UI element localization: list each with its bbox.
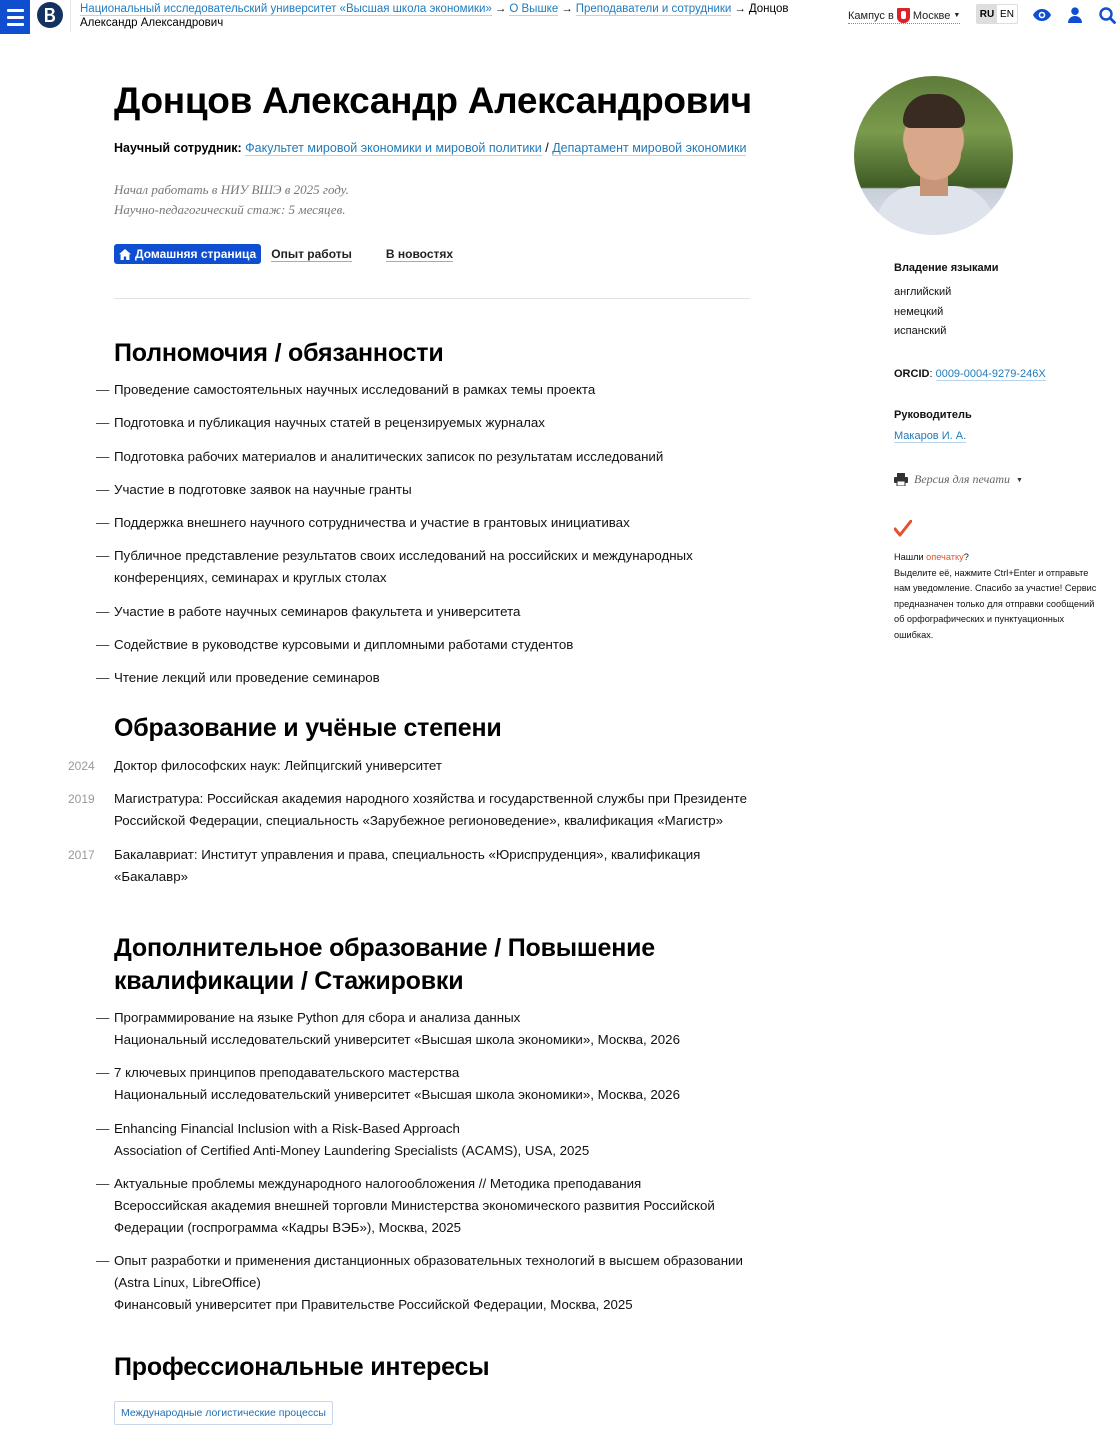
lang-ru-button[interactable]: RU bbox=[977, 5, 997, 23]
course-org: Association of Certified Anti-Money Laundering Specialists (ACAMS), USA, 2025 bbox=[114, 1142, 590, 1158]
education-list bbox=[66, 755, 756, 899]
experience-text: Научно-педагогический стаж: 5 месяцев. bbox=[114, 202, 346, 217]
orcid-link[interactable]: 0009-0004-9279-246X bbox=[935, 368, 1046, 380]
employment-meta bbox=[114, 180, 349, 220]
duties-list bbox=[96, 379, 756, 701]
tab-label: Домашняя страница bbox=[135, 247, 257, 261]
breadcrumb-arrow: → bbox=[734, 3, 746, 15]
menu-bar-icon bbox=[7, 16, 24, 19]
education-year: 2017 bbox=[68, 847, 95, 862]
checkmark-icon bbox=[894, 520, 912, 538]
typo-question-suffix: ? bbox=[963, 552, 969, 562]
breadcrumb-staff[interactable]: Преподаватели и сотрудники bbox=[575, 3, 732, 15]
caret-down-icon: ▼ bbox=[953, 12, 961, 19]
menu-bar-icon bbox=[7, 9, 24, 12]
position-line bbox=[114, 140, 746, 156]
education-item bbox=[66, 844, 756, 888]
menu-bar-icon bbox=[7, 23, 24, 26]
breadcrumb bbox=[80, 2, 820, 30]
course-item bbox=[96, 1007, 756, 1051]
position-separator: / bbox=[545, 141, 549, 155]
additional-education-heading bbox=[114, 932, 655, 998]
photo-hair bbox=[903, 94, 965, 128]
print-label: Версия для печати bbox=[914, 472, 1010, 486]
typo-question-prefix: Нашли bbox=[894, 552, 927, 562]
course-title: — Опыт разработки и применения дистанционных образовательных технологий в высшем образовании (Astra Linux, LibreOffice) bbox=[114, 1253, 743, 1291]
duty-item: — Поддержка внешнего научного сотрудничества и участие в грантовых инициативах bbox=[96, 512, 756, 534]
tab-in-news[interactable]: В новостях bbox=[385, 246, 454, 261]
campus-prefix: Кампус в bbox=[848, 9, 894, 22]
course-org: Национальный исследовательский университет «Высшая школа экономики», Москва, 2026 bbox=[114, 1032, 680, 1047]
profile-tabs bbox=[114, 244, 477, 264]
search-icon bbox=[1099, 7, 1116, 24]
search-button[interactable] bbox=[1097, 5, 1117, 25]
education-heading: Образование и учёные степени bbox=[114, 714, 502, 742]
page-title: Донцов Александр Александрович bbox=[114, 80, 752, 121]
education-item bbox=[66, 755, 756, 777]
education-text: Доктор философских наук: Лейпцигский университет bbox=[114, 758, 442, 773]
language-item: испанский bbox=[894, 325, 947, 337]
languages-title: Владение языками bbox=[894, 262, 999, 274]
course-org: Национальный исследовательский университет «Высшая школа экономики», Москва, 2026 bbox=[114, 1087, 680, 1103]
orcid-block: ORCID: 0009-0004-9279-246X bbox=[894, 368, 1046, 380]
print-row bbox=[894, 472, 1023, 487]
duties-heading: Полномочия / обязанности bbox=[114, 339, 444, 367]
languages-block bbox=[894, 262, 999, 342]
course-title: — Enhancing Financial Inclusion with a Risk-Based Approach bbox=[114, 1120, 460, 1136]
education-item bbox=[66, 788, 756, 832]
supervisor-title: Руководитель bbox=[894, 409, 972, 421]
course-item bbox=[96, 1062, 756, 1106]
duty-item: — Проведение самостоятельных научных исследований в рамках темы проекта bbox=[96, 379, 756, 401]
interests-heading: Профессиональные интересы bbox=[114, 1353, 490, 1381]
tab-home-page[interactable] bbox=[114, 244, 261, 264]
orcid-label: ORCID bbox=[894, 368, 930, 380]
language-item: английский bbox=[894, 286, 952, 298]
campus-city: Москве bbox=[912, 9, 951, 22]
heading-line: Дополнительное образование / Повышение bbox=[114, 934, 655, 962]
printer-icon bbox=[894, 473, 908, 486]
eye-icon bbox=[1033, 9, 1051, 21]
faculty-link[interactable]: Факультет мировой экономики и мировой политики bbox=[245, 141, 542, 155]
header-separator bbox=[70, 0, 71, 32]
course-item bbox=[96, 1118, 756, 1162]
breadcrumb-about[interactable]: О Вышке bbox=[509, 3, 559, 15]
user-account-button[interactable] bbox=[1065, 5, 1085, 25]
duty-item: — Подготовка рабочих материалов и аналитических записок по результатам исследований bbox=[96, 446, 756, 468]
additional-education-list bbox=[96, 1007, 756, 1327]
duty-item: — Чтение лекций или проведение семинаров bbox=[96, 667, 756, 689]
hse-logo-icon bbox=[42, 6, 58, 24]
supervisor-block bbox=[894, 409, 972, 442]
course-org: Финансовый университет при Правительстве Российской Федерации, Москва, 2025 bbox=[114, 1297, 633, 1313]
breadcrumb-hse[interactable]: Национальный исследовательский университет «Высшая школа экономики» bbox=[80, 3, 492, 15]
breadcrumb-arrow: → bbox=[561, 3, 573, 15]
typo-link: опечатку bbox=[926, 552, 964, 562]
start-year-text: Начал работать в НИУ ВШЭ в 2025 году. bbox=[114, 182, 349, 197]
typo-checkmark bbox=[894, 520, 912, 541]
language-switcher bbox=[976, 4, 1018, 24]
section-divider bbox=[114, 298, 750, 299]
caret-down-icon: ▼ bbox=[1016, 475, 1023, 484]
education-year: 2019 bbox=[68, 792, 95, 807]
accessibility-eye-button[interactable] bbox=[1032, 5, 1052, 25]
supervisor-link[interactable]: Макаров И. А. bbox=[894, 430, 967, 442]
course-title: — Актуальные проблемы международного налогообложения // Методика преподавания bbox=[114, 1175, 642, 1191]
hse-logo[interactable] bbox=[37, 2, 63, 28]
top-header bbox=[0, 0, 1120, 34]
breadcrumb-arrow: → bbox=[494, 3, 507, 15]
duty-item: — Содействие в руководстве курсовыми и дипломными работами студентов bbox=[96, 634, 756, 656]
user-icon bbox=[1068, 7, 1082, 23]
campus-selector[interactable] bbox=[848, 8, 960, 24]
education-year: 2024 bbox=[68, 759, 95, 773]
department-link[interactable]: Департамент мировой экономики bbox=[552, 141, 747, 155]
moscow-coat-of-arms-icon bbox=[897, 8, 910, 23]
interest-tag[interactable]: Международные логистические процессы bbox=[114, 1401, 333, 1425]
duty-item: — Подготовка и публикация научных статей в рецензируемых журналах bbox=[96, 412, 756, 434]
breadcrumb-current: Донцов Александр Александрович bbox=[80, 3, 789, 29]
education-text: Магистратура: Российская академия народного хозяйства и государственной службы при Президенте Российской Федерации, специальность «Зарубежное регионоведение», квалификация «Магистр» bbox=[114, 791, 748, 829]
course-item bbox=[96, 1173, 746, 1239]
course-title: — Программирование на языке Python для сбора и анализа данных bbox=[114, 1010, 521, 1025]
print-version-button[interactable] bbox=[894, 472, 1023, 487]
duty-item: — Участие в подготовке заявок на научные гранты bbox=[96, 479, 756, 501]
position-label: Научный сотрудник: bbox=[114, 141, 242, 155]
course-item bbox=[96, 1250, 756, 1316]
typo-instructions: Выделите её, нажмите Ctrl+Enter и отправьте нам уведомление. Спасибо за участие! Сервис предназначен только для отправки сообщений об орфографических и пунктуационных ошибках. bbox=[894, 567, 1097, 640]
course-org: Всероссийская академия внешней торговли Министерства экономического развития Российской Федерации (госпрограмма «Кадры ВЭБ»), Москва, 2025 bbox=[114, 1197, 715, 1235]
lang-en-button[interactable]: EN bbox=[1000, 8, 1014, 20]
education-text: Бакалавриат: Институт управления и права, специальность «Юриспруденция», квалификация «Бакалавр» bbox=[114, 846, 701, 884]
course-title: — 7 ключевых принципов преподавательского мастерства bbox=[114, 1065, 460, 1081]
duty-item: — Публичное представление результатов своих исследований на российских и международных конференциях, семинарах и круглых столах bbox=[96, 545, 716, 589]
hamburger-menu-button[interactable] bbox=[0, 0, 30, 34]
typo-notice bbox=[894, 550, 1104, 644]
duty-item: — Участие в работе научных семинаров факультета и университета bbox=[96, 601, 756, 623]
home-icon bbox=[119, 249, 131, 260]
profile-photo bbox=[854, 76, 1013, 235]
tab-work-experience[interactable]: Опыт работы bbox=[271, 246, 352, 261]
heading-line: квалификации / Стажировки bbox=[114, 967, 464, 995]
language-item: немецкий bbox=[894, 305, 944, 318]
